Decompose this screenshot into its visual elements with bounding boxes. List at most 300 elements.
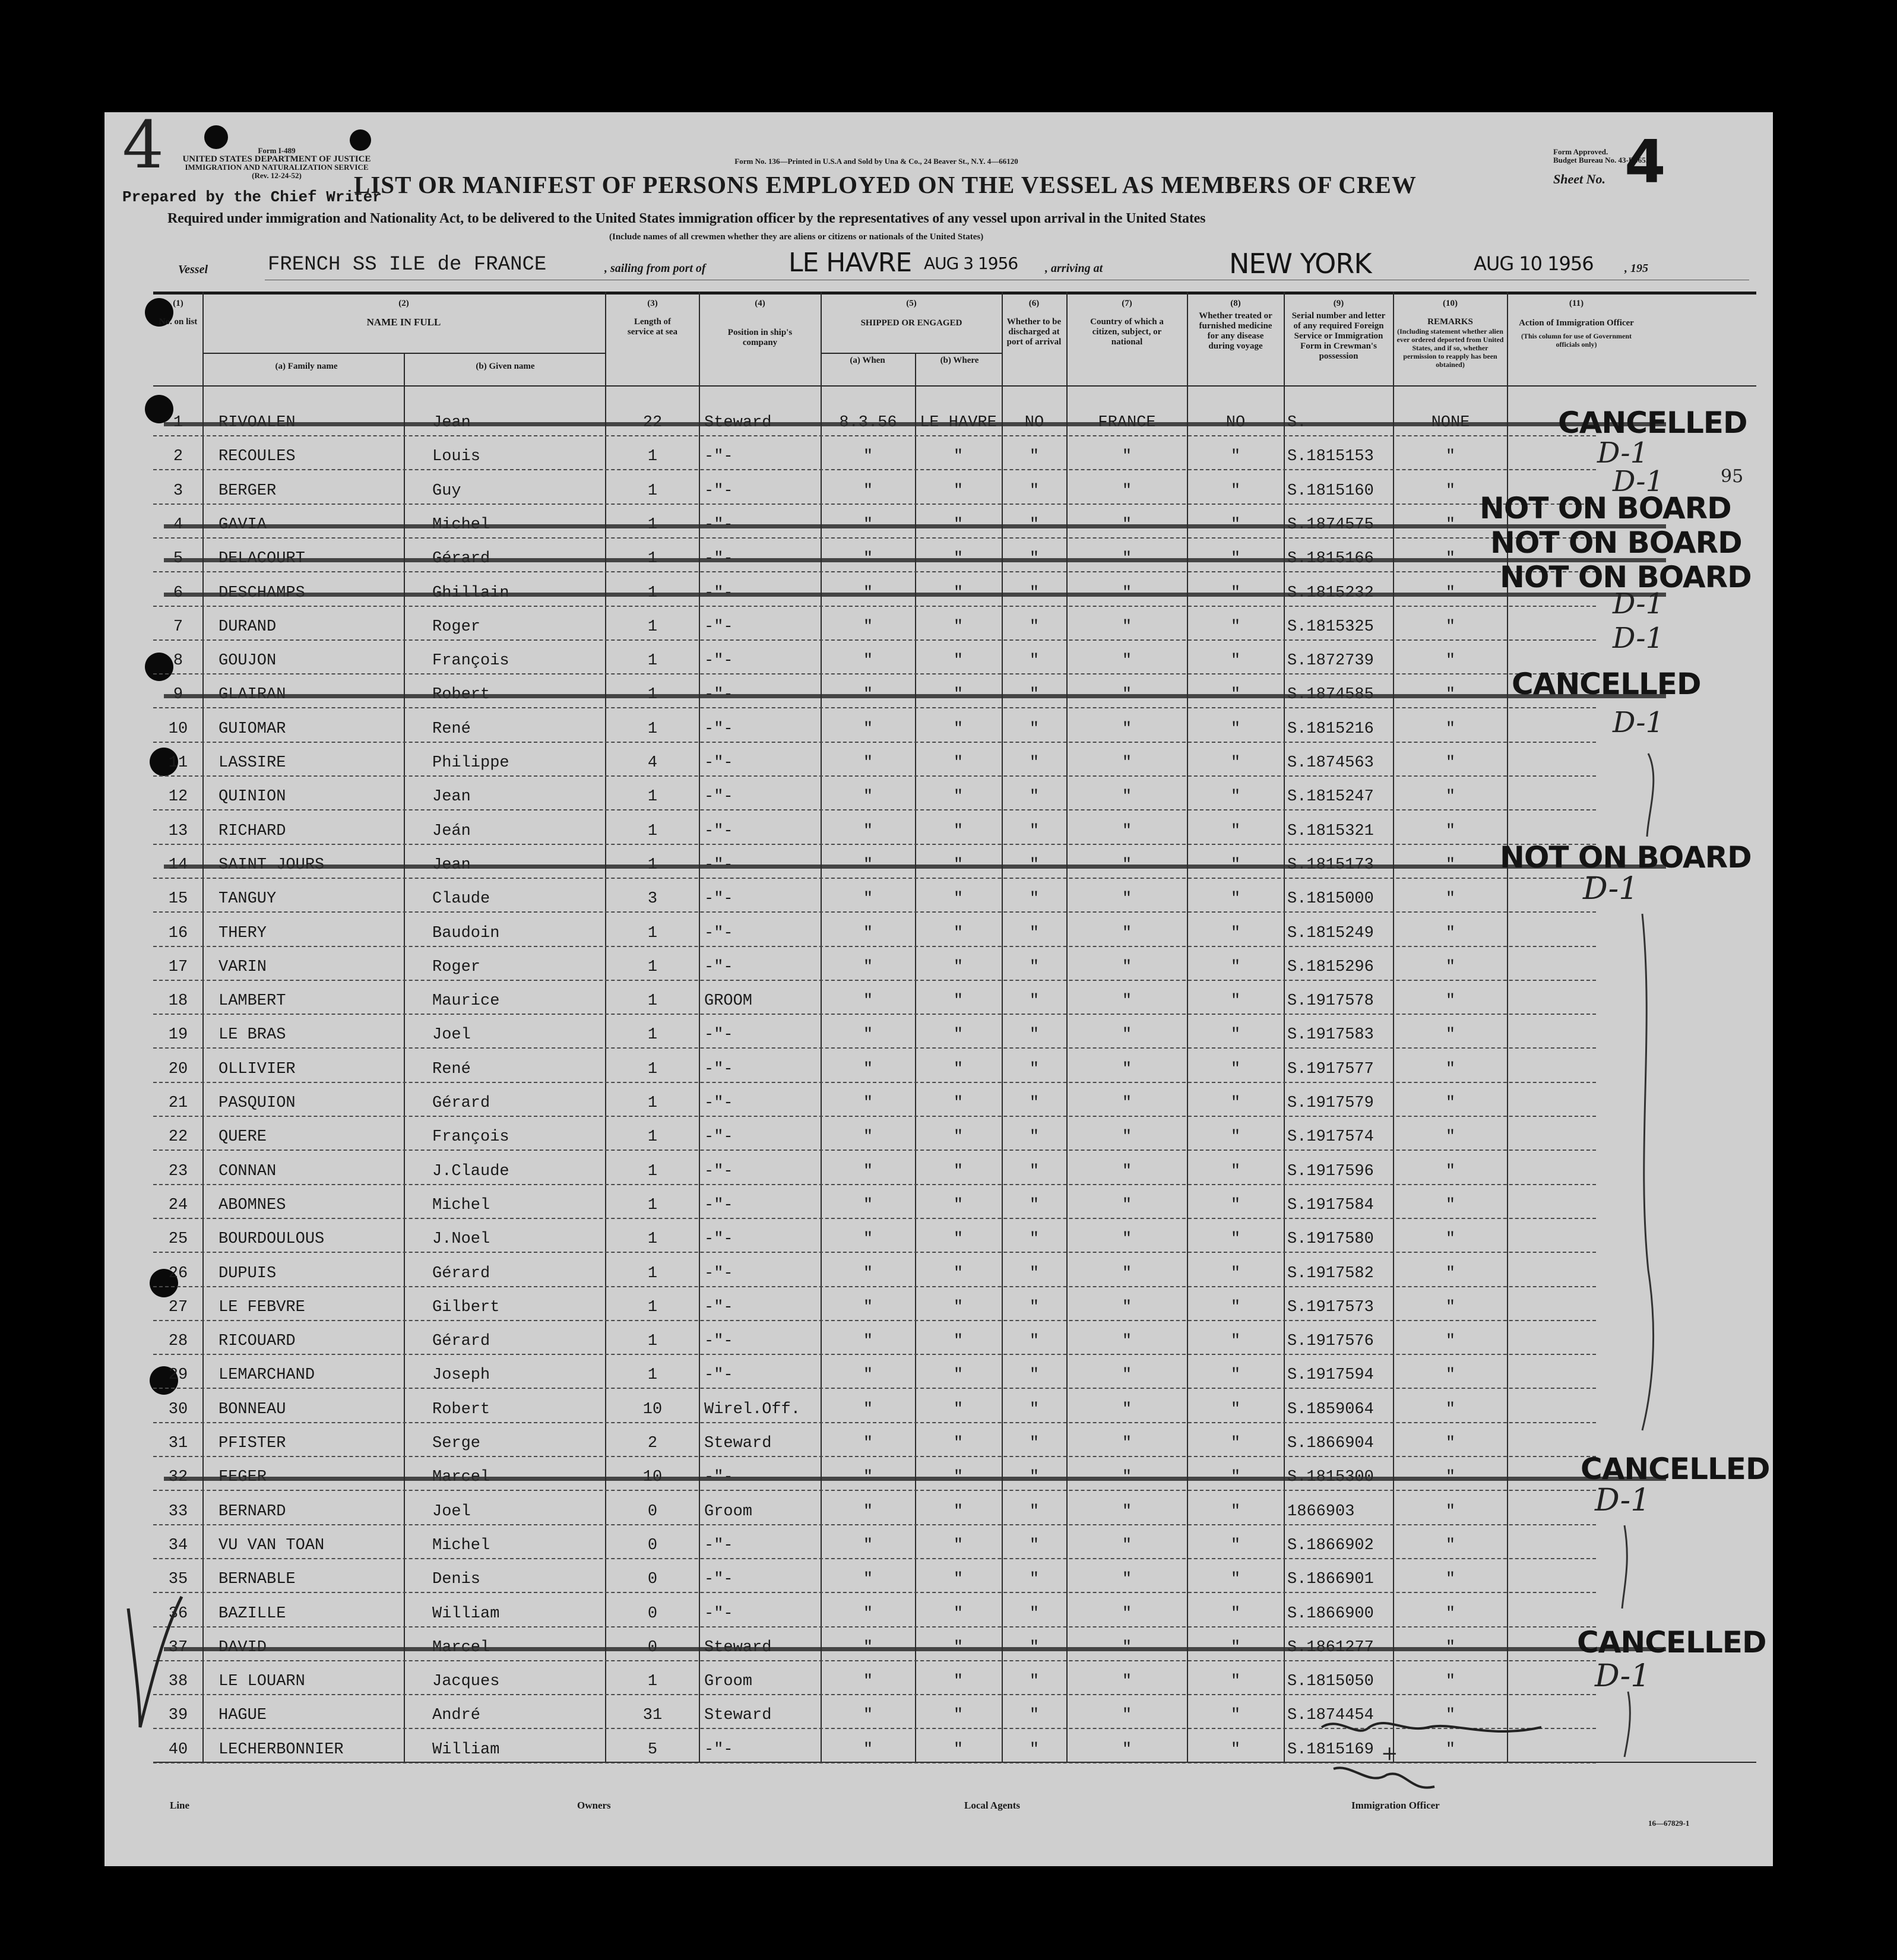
col-5b-header: (b) Where: [940, 356, 979, 365]
prepared-by: Prepared by the Chief Writer: [122, 188, 382, 206]
approval-block: Form Approved. Budget Bureau No. 43-R065.5.: [1553, 147, 1654, 164]
cell-service: 1: [647, 1026, 658, 1044]
arriving-label: , arriving at: [1045, 262, 1103, 275]
cell-when: ": [863, 1570, 873, 1588]
d1-note: D-1: [1583, 871, 1639, 907]
cell-where: ": [953, 1026, 964, 1044]
cell-family: RECOULES: [218, 448, 296, 466]
cell-service: 1: [647, 1094, 658, 1112]
cell-discharged: ": [1029, 1503, 1040, 1521]
cell-family: LE LOUARN: [218, 1673, 305, 1690]
cell-no: 34: [168, 1537, 188, 1554]
cell-when: ": [863, 1128, 873, 1146]
cell-no: 30: [168, 1401, 188, 1418]
cell-family: BERNABLE: [218, 1570, 296, 1588]
cell-position: -"-: [704, 448, 733, 466]
cell-no: 22: [168, 1128, 188, 1146]
cell-position: Groom: [704, 1503, 753, 1521]
cell-where: ": [953, 618, 964, 636]
cell-treated: ": [1230, 618, 1241, 636]
cell-given: Guy: [432, 482, 461, 500]
cell-serial: S.1815000: [1287, 890, 1374, 908]
cell-country: ": [1122, 1163, 1132, 1180]
cell-when: ": [863, 1706, 873, 1724]
cell-no: 39: [168, 1706, 188, 1724]
cell-where: ": [953, 788, 964, 806]
cell-country: ": [1122, 1060, 1132, 1078]
cell-country: ": [1122, 482, 1132, 500]
departure-port: LE HAVRE: [788, 248, 912, 278]
cell-country: ": [1122, 1299, 1132, 1316]
cell-service: 0: [647, 1537, 658, 1554]
cell-treated: ": [1230, 1503, 1241, 1521]
cell-country: ": [1122, 1435, 1132, 1452]
cell-treated: ": [1230, 1026, 1241, 1044]
cell-service: 1: [647, 1230, 658, 1248]
cell-no: 3: [173, 482, 183, 500]
arrival-date: AUG 10 1956: [1474, 252, 1594, 275]
col-2a-header: (a) Family name: [275, 362, 338, 371]
cell-remarks: ": [1445, 1503, 1456, 1521]
cell-family: RICOUARD: [218, 1332, 296, 1350]
cell-no: 17: [168, 958, 188, 976]
cell-serial: S.1815050: [1287, 1673, 1374, 1690]
cell-when: ": [863, 1094, 873, 1112]
cell-remarks: ": [1445, 1163, 1456, 1180]
cell-discharged: ": [1029, 1128, 1040, 1146]
cell-where: ": [953, 924, 964, 942]
cell-treated: ": [1230, 1230, 1241, 1248]
cell-no: 28: [168, 1332, 188, 1350]
footer-officer-label: Immigration Officer: [1351, 1800, 1440, 1811]
cell-service: 1: [647, 1366, 658, 1384]
cell-country: ": [1122, 1026, 1132, 1044]
cell-serial: S.1815153: [1287, 448, 1374, 466]
cell-where: ": [953, 1503, 964, 1521]
cell-family: VARIN: [218, 958, 267, 976]
cell-when: ": [863, 652, 873, 670]
cell-treated: ": [1230, 1673, 1241, 1690]
cell-no: 36: [168, 1605, 188, 1623]
cell-position: -"-: [704, 1265, 733, 1283]
cell-when: ": [863, 482, 873, 500]
cell-service: 1: [647, 822, 658, 840]
cell-remarks: ": [1445, 788, 1456, 806]
cell-service: 1: [647, 924, 658, 942]
cell-country: ": [1122, 754, 1132, 772]
cell-treated: ": [1230, 1605, 1241, 1623]
cell-when: ": [863, 924, 873, 942]
cell-no: 11: [168, 754, 188, 772]
cell-country: ": [1122, 924, 1132, 942]
cell-where: ": [953, 754, 964, 772]
cell-treated: ": [1230, 1435, 1241, 1452]
cell-serial: S.1815169: [1287, 1741, 1374, 1759]
cell-family: LECHERBONNIER: [218, 1741, 344, 1759]
cell-where: ": [953, 1673, 964, 1690]
cell-when: ": [863, 1265, 873, 1283]
cell-position: -"-: [704, 1196, 733, 1214]
cell-treated: ": [1230, 1060, 1241, 1078]
col-3-header: (3) Length of service at sea: [627, 299, 678, 337]
cell-country: ": [1122, 1741, 1132, 1759]
cell-when: ": [863, 720, 873, 738]
cell-remarks: ": [1445, 1299, 1456, 1316]
cell-given: Maurice: [432, 992, 500, 1010]
cell-given: André: [432, 1706, 481, 1724]
cell-treated: ": [1230, 448, 1241, 466]
cell-discharged: ": [1029, 1605, 1040, 1623]
cell-where: ": [953, 652, 964, 670]
cell-position: -"-: [704, 482, 733, 500]
cell-country: ": [1122, 1128, 1132, 1146]
cell-service: 2: [647, 1435, 658, 1452]
cell-when: ": [863, 1503, 873, 1521]
cell-country: ": [1122, 1401, 1132, 1418]
cell-given: Joel: [432, 1503, 471, 1521]
cell-position: -"-: [704, 1230, 733, 1248]
footer-owners-label: Owners: [577, 1800, 611, 1811]
cell-position: -"-: [704, 1026, 733, 1044]
cell-family: VU VAN TOAN: [218, 1537, 325, 1554]
cell-service: 1: [647, 1128, 658, 1146]
count-note: 95: [1721, 466, 1744, 487]
cell-where: ": [953, 890, 964, 908]
cell-discharged: ": [1029, 1299, 1040, 1316]
cell-family: RICHARD: [218, 822, 286, 840]
cell-treated: ": [1230, 1128, 1241, 1146]
cell-remarks: ": [1445, 1230, 1456, 1248]
cell-family: LAMBERT: [218, 992, 286, 1010]
cell-remarks: ": [1445, 1435, 1456, 1452]
cell-discharged: ": [1029, 754, 1040, 772]
col-6-header: (6) Whether to be discharged at port of arrival: [1006, 299, 1062, 347]
cell-when: ": [863, 618, 873, 636]
cell-service: 31: [642, 1706, 663, 1724]
cell-remarks: ": [1445, 1605, 1456, 1623]
cell-remarks: ": [1445, 924, 1456, 942]
cell-remarks: ": [1445, 618, 1456, 636]
cell-serial: S.1917596: [1287, 1163, 1374, 1180]
cell-discharged: ": [1029, 1265, 1040, 1283]
cell-given: Serge: [432, 1435, 481, 1452]
d1-note: D-1: [1613, 587, 1664, 620]
cell-service: 5: [647, 1741, 658, 1759]
cell-serial: S.1917594: [1287, 1366, 1374, 1384]
sheet-number: 4: [1624, 127, 1665, 197]
printer-line: Form No. 136—Printed in U.S.A and Sold by Una & Co., 24 Beaver St., N.Y. 4—66120: [734, 157, 1018, 166]
handwritten-brackets: [104, 112, 1773, 1866]
cell-position: -"-: [704, 1605, 733, 1623]
cell-serial: S.1917583: [1287, 1026, 1374, 1044]
cell-serial: S.1815247: [1287, 788, 1374, 806]
col-5-header: (5) SHIPPED OR ENGAGED: [860, 299, 962, 328]
cell-discharged: ": [1029, 924, 1040, 942]
cell-no: 15: [168, 890, 188, 908]
cell-position: -"-: [704, 1366, 733, 1384]
cell-family: LEMARCHAND: [218, 1366, 315, 1384]
cell-position: -"-: [704, 890, 733, 908]
cell-country: ": [1122, 1537, 1132, 1554]
cell-where: ": [953, 1741, 964, 1759]
cell-when: ": [863, 1196, 873, 1214]
cell-position: -"-: [704, 1299, 733, 1316]
cell-service: 1: [647, 1265, 658, 1283]
cell-position: -"-: [704, 1570, 733, 1588]
cell-country: ": [1122, 1332, 1132, 1350]
d1-note: D-1: [1595, 1483, 1651, 1518]
cell-where: ": [953, 1299, 964, 1316]
cell-discharged: ": [1029, 1673, 1040, 1690]
cell-serial: 1866903: [1287, 1503, 1355, 1521]
cell-no: 27: [168, 1299, 188, 1316]
cell-when: ": [863, 890, 873, 908]
cell-where: ": [953, 1537, 964, 1554]
cell-discharged: ": [1029, 1026, 1040, 1044]
cell-serial: S.1815249: [1287, 924, 1374, 942]
cell-service: 4: [647, 754, 658, 772]
cell-no: 33: [168, 1503, 188, 1521]
cell-service: 1: [647, 1673, 658, 1690]
cell-treated: ": [1230, 1537, 1241, 1554]
cell-family: QUERE: [218, 1128, 267, 1146]
cell-when: ": [863, 1026, 873, 1044]
cell-where: ": [953, 1128, 964, 1146]
cell-when: ": [863, 1366, 873, 1384]
cell-discharged: ": [1029, 448, 1040, 466]
cell-country: ": [1122, 720, 1132, 738]
cell-remarks: ": [1445, 992, 1456, 1010]
cell-service: 1: [647, 992, 658, 1010]
not-on-board-stamp: NOT ON BOARD: [1480, 491, 1731, 525]
not-on-board-stamp: NOT ON BOARD: [1490, 525, 1742, 560]
cancelled-stamp: CANCELLED: [1558, 406, 1747, 440]
cell-discharged: ": [1029, 618, 1040, 636]
vessel-name: FRENCH SS ILE de FRANCE: [268, 254, 547, 276]
cell-treated: ": [1230, 1094, 1241, 1112]
cell-remarks: ": [1445, 1094, 1456, 1112]
cell-given: Louis: [432, 448, 481, 466]
cell-no: 19: [168, 1026, 188, 1044]
cell-position: -"-: [704, 822, 733, 840]
cell-no: 8: [173, 652, 183, 670]
cell-when: ": [863, 448, 873, 466]
cell-no: 18: [168, 992, 188, 1010]
cell-service: 3: [647, 890, 658, 908]
footer-form-code: 16—67829-1: [1648, 1819, 1690, 1828]
cell-discharged: ": [1029, 1230, 1040, 1248]
cell-treated: ": [1230, 1706, 1241, 1724]
cell-where: ": [953, 720, 964, 738]
cell-country: ": [1122, 1196, 1132, 1214]
cell-position: -"-: [704, 958, 733, 976]
cell-given: William: [432, 1741, 500, 1759]
cell-given: Gérard: [432, 1265, 490, 1283]
cell-serial: S.1917574: [1287, 1128, 1374, 1146]
cell-position: -"-: [704, 924, 733, 942]
cell-service: 1: [647, 1299, 658, 1316]
cell-remarks: ": [1445, 822, 1456, 840]
cell-remarks: ": [1445, 1265, 1456, 1283]
cell-given: William: [432, 1605, 500, 1623]
cell-no: 16: [168, 924, 188, 942]
cell-where: ": [953, 448, 964, 466]
cell-family: BERGER: [218, 482, 277, 500]
cell-no: 38: [168, 1673, 188, 1690]
cancelled-stamp: CANCELLED: [1581, 1452, 1770, 1486]
cell-when: ": [863, 788, 873, 806]
cell-serial: S.1815296: [1287, 958, 1374, 976]
cell-discharged: ": [1029, 992, 1040, 1010]
cell-remarks: ": [1445, 754, 1456, 772]
cell-family: QUINION: [218, 788, 286, 806]
required-line: Required under immigration and Nationality Act, to be delivered to the United States immigration officer by the representatives of any vessel upon arrival in the United States: [167, 211, 1206, 226]
cell-service: 1: [647, 720, 658, 738]
cell-no: 31: [168, 1435, 188, 1452]
cell-family: TANGUY: [218, 890, 277, 908]
cell-where: ": [953, 1196, 964, 1214]
cell-given: Denis: [432, 1570, 481, 1588]
cell-where: ": [953, 1094, 964, 1112]
cell-when: ": [863, 1605, 873, 1623]
cell-discharged: ": [1029, 958, 1040, 976]
cell-serial: S.1859064: [1287, 1401, 1374, 1418]
cell-serial: S.1815325: [1287, 618, 1374, 636]
cell-given: François: [432, 652, 509, 670]
cell-treated: ": [1230, 1332, 1241, 1350]
corner-mark: 4: [122, 112, 164, 183]
cell-treated: ": [1230, 1366, 1241, 1384]
col-4-header: (4) Position in ship's company: [727, 299, 793, 347]
cell-remarks: ": [1445, 482, 1456, 500]
cell-service: 0: [647, 1570, 658, 1588]
cell-discharged: ": [1029, 720, 1040, 738]
cell-given: Roger: [432, 618, 481, 636]
cell-service: 1: [647, 1163, 658, 1180]
cell-when: ": [863, 958, 873, 976]
d1-note: D-1: [1597, 436, 1649, 470]
col-2-header: (2) NAME IN FULL: [366, 299, 441, 328]
cell-given: Gilbert: [432, 1299, 500, 1316]
cell-where: ": [953, 1706, 964, 1724]
cell-serial: S.1917584: [1287, 1196, 1374, 1214]
cell-discharged: ": [1029, 1706, 1040, 1724]
cell-no: 35: [168, 1570, 188, 1588]
cell-no: 20: [168, 1060, 188, 1078]
d1-note: D-1: [1613, 622, 1664, 655]
cell-no: 25: [168, 1230, 188, 1248]
cell-position: -"-: [704, 1332, 733, 1350]
cell-discharged: ": [1029, 1401, 1040, 1418]
cell-discharged: ": [1029, 1060, 1040, 1078]
cell-remarks: ": [1445, 1401, 1456, 1418]
cell-remarks: ": [1445, 720, 1456, 738]
cell-when: ": [863, 1299, 873, 1316]
cell-remarks: ": [1445, 1673, 1456, 1690]
cell-service: 0: [647, 1605, 658, 1623]
cell-serial: S.1917577: [1287, 1060, 1374, 1078]
cell-treated: ": [1230, 720, 1241, 738]
form-id-block: Form I-489 UNITED STATES DEPARTMENT OF JUSTICE IMMIGRATION AND NATURALIZATION SERVICE (Rev. 12-24-52): [182, 146, 371, 180]
cell-family: BERNARD: [218, 1503, 286, 1521]
cell-no: 13: [168, 822, 188, 840]
cell-position: -"-: [704, 788, 733, 806]
cell-no: 29: [168, 1366, 188, 1384]
cell-given: René: [432, 1060, 471, 1078]
cell-family: GUIOMAR: [218, 720, 286, 738]
sail-date: AUG 3 1956: [924, 254, 1018, 273]
cell-family: ABOMNES: [218, 1196, 286, 1214]
cell-treated: ": [1230, 890, 1241, 908]
cell-when: ": [863, 1230, 873, 1248]
cell-discharged: ": [1029, 1366, 1040, 1384]
cell-given: Robert: [432, 1401, 490, 1418]
cell-serial: S.1917580: [1287, 1230, 1374, 1248]
cell-country: ": [1122, 1673, 1132, 1690]
cell-treated: ": [1230, 754, 1241, 772]
cell-family: LASSIRE: [218, 754, 286, 772]
cell-where: ": [953, 482, 964, 500]
cell-discharged: ": [1029, 1196, 1040, 1214]
col-7-header: (7) Country of which a citizen, subject, or national: [1090, 299, 1164, 347]
cell-country: ": [1122, 1230, 1132, 1248]
cell-discharged: ": [1029, 788, 1040, 806]
cell-treated: ": [1230, 822, 1241, 840]
cell-remarks: ": [1445, 1128, 1456, 1146]
cell-given: François: [432, 1128, 509, 1146]
cell-discharged: ": [1029, 652, 1040, 670]
cell-serial: S.1866902: [1287, 1537, 1374, 1554]
cell-no: 2: [173, 448, 183, 466]
cell-position: -"-: [704, 1163, 733, 1180]
sailing-label: , sailing from port of: [604, 262, 706, 275]
cell-treated: ": [1230, 924, 1241, 942]
cell-given: Philippe: [432, 754, 509, 772]
cancelled-stamp: CANCELLED: [1577, 1625, 1766, 1660]
cell-service: 1: [647, 958, 658, 976]
cell-position: -"-: [704, 754, 733, 772]
cell-remarks: ": [1445, 1537, 1456, 1554]
cell-country: ": [1122, 1570, 1132, 1588]
cell-country: ": [1122, 448, 1132, 466]
cell-service: 1: [647, 652, 658, 670]
cell-remarks: ": [1445, 1332, 1456, 1350]
cell-given: Gérard: [432, 1332, 490, 1350]
cell-where: ": [953, 822, 964, 840]
cell-position: GROOM: [704, 992, 753, 1010]
d1-note: D-1: [1613, 706, 1664, 739]
cell-serial: S.1874454: [1287, 1706, 1374, 1724]
cell-family: OLLIVIER: [218, 1060, 296, 1078]
include-line: (Include names of all crewmen whether they are aliens or citizens or nationals of the United States): [609, 232, 984, 242]
cell-remarks: ": [1445, 1196, 1456, 1214]
cell-given: J.Noel: [432, 1230, 490, 1248]
cell-remarks: ": [1445, 1706, 1456, 1724]
cell-serial: S.1917578: [1287, 992, 1374, 1010]
cell-country: ": [1122, 822, 1132, 840]
cell-family: PFISTER: [218, 1435, 286, 1452]
svg-text:+: +: [1381, 1741, 1398, 1765]
cell-given: Baudoin: [432, 924, 500, 942]
footer-agents-label: Local Agents: [964, 1800, 1020, 1811]
cell-position: -"-: [704, 618, 733, 636]
cell-position: Steward: [704, 1706, 772, 1724]
cell-service: 1: [647, 1060, 658, 1078]
cell-treated: ": [1230, 958, 1241, 976]
cell-treated: ": [1230, 788, 1241, 806]
cell-when: ": [863, 1435, 873, 1452]
not-on-board-stamp: NOT ON BOARD: [1500, 840, 1752, 875]
